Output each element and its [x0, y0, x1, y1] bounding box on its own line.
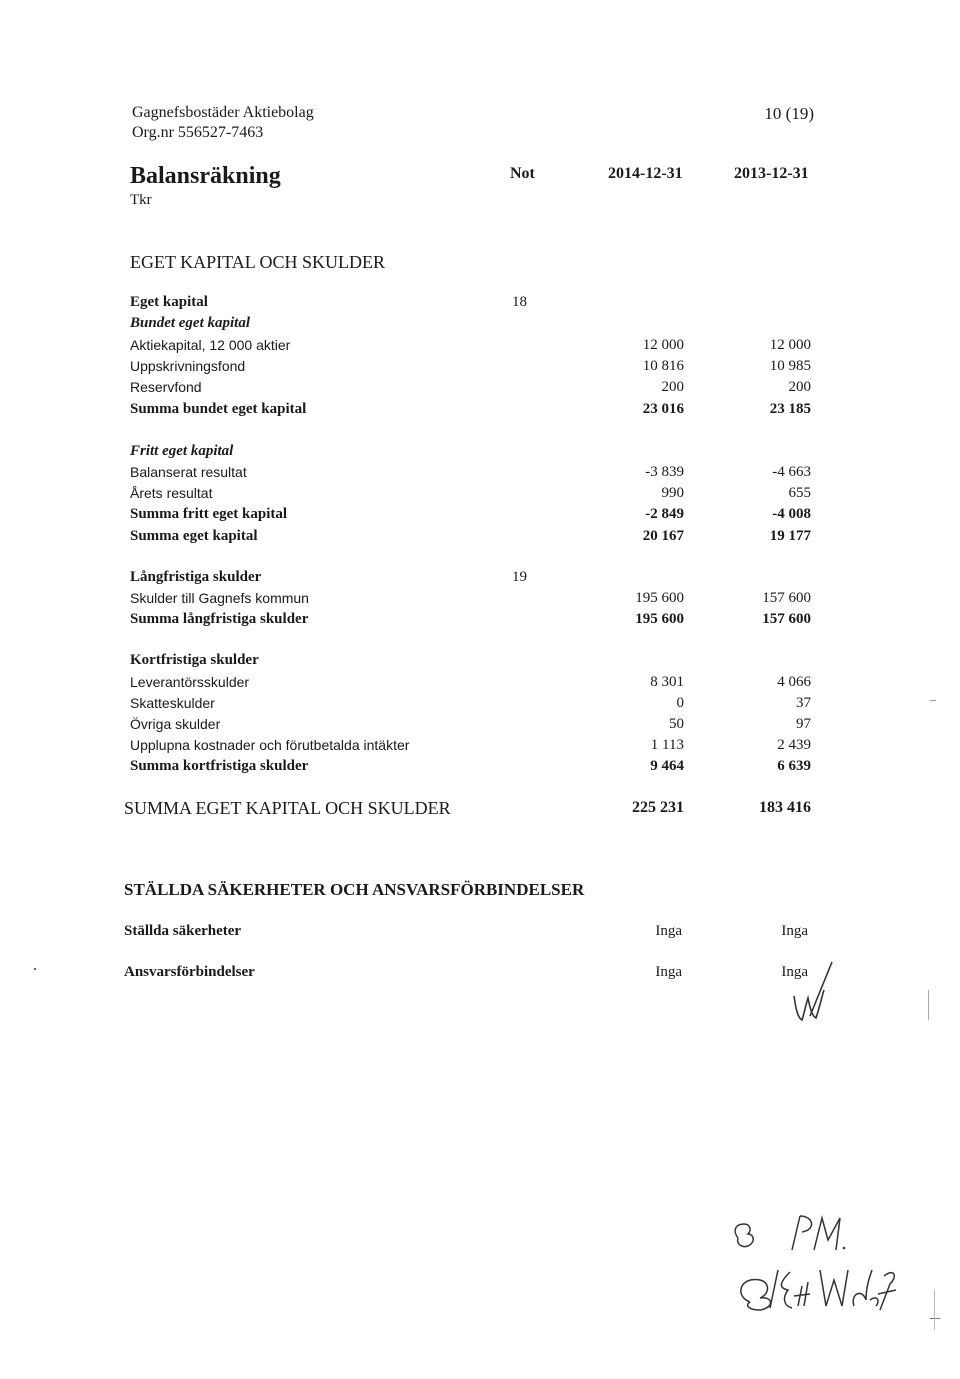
table-row: [0, 401, 960, 422]
scan-mark: [928, 990, 929, 1020]
row-label: Upplupna kostnader och förutbetalda intäkter: [130, 737, 410, 753]
table-row: [0, 464, 960, 485]
page-title: Balansräkning: [130, 163, 281, 189]
total-value-2014: 225 231: [632, 799, 684, 816]
row-value-2014: 8 301: [650, 674, 684, 690]
pledge-label: Ställda säkerheter: [124, 923, 242, 939]
row-label: Skatteskulder: [130, 695, 215, 711]
company-name: Gagnefsbostäder Aktiebolag: [132, 104, 314, 121]
contingency-label: Ansvarsförbindelser: [124, 964, 255, 980]
row-value-2014: 23 016: [642, 401, 684, 417]
row-value-2013: 12 000: [769, 337, 811, 353]
row-value-2014: 195 600: [635, 590, 684, 606]
row-value-2014: 50: [669, 716, 684, 732]
row-value-2013: 19 177: [769, 528, 811, 544]
row-value-2013: 655: [788, 485, 811, 501]
row-value-2013: 97: [796, 716, 811, 732]
row-value-2014: 9 464: [650, 758, 684, 774]
table-row: [0, 443, 960, 464]
row-value-2014: 20 167: [642, 528, 684, 544]
row-value-2014: -3 839: [645, 464, 684, 480]
row-value-2013: 157 600: [762, 611, 811, 627]
row-value-2014: 195 600: [635, 611, 684, 627]
table-row: [0, 485, 960, 506]
handwritten-initials-block: [730, 1210, 910, 1320]
page-number: 10 (19): [764, 104, 814, 123]
row-label: Reservfond: [130, 379, 202, 395]
row-value-2014: 10 816: [642, 358, 684, 374]
table-row: [0, 569, 960, 590]
column-header-not: Not: [510, 165, 535, 182]
row-label: Summa kortfristiga skulder: [130, 758, 309, 774]
table-row: [0, 379, 960, 400]
row-label: Årets resultat: [130, 485, 213, 501]
org-number: Org.nr 556527-7463: [132, 124, 264, 141]
table-row: [0, 652, 960, 673]
table-row: [0, 590, 960, 611]
row-value-2013: 200: [788, 379, 811, 395]
contingency-value-2013: Inga: [781, 964, 808, 980]
total-label: SUMMA EGET KAPITAL OCH SKULDER: [124, 798, 451, 818]
pledge-row: [0, 923, 960, 944]
table-row: [0, 315, 960, 336]
row-label: Leverantörsskulder: [130, 674, 250, 690]
table-row: [0, 695, 960, 716]
scan-mark: [930, 1318, 940, 1319]
row-value-2013: 157 600: [762, 590, 811, 606]
table-row: [0, 737, 960, 758]
section-title: EGET KAPITAL OCH SKULDER: [130, 252, 386, 272]
row-label: Eget kapital: [130, 294, 208, 310]
unit-label: Tkr: [130, 192, 152, 208]
row-label: Skulder till Gagnefs kommun: [130, 590, 309, 606]
table-row: [0, 358, 960, 379]
row-label: Summa långfristiga skulder: [130, 611, 309, 627]
row-label: Summa eget kapital: [130, 528, 258, 544]
pledge-value-2014: Inga: [655, 923, 682, 939]
row-value-2013: -4 008: [772, 506, 811, 522]
row-value-2013: 4 066: [777, 674, 811, 690]
total-value-2013: 183 416: [759, 799, 811, 816]
row-value-2014: 1 113: [650, 737, 684, 753]
row-note: 18: [512, 294, 527, 310]
table-row: [0, 716, 960, 737]
row-label: Aktiekapital, 12 000 aktier: [130, 337, 291, 353]
row-value-2013: 37: [796, 695, 811, 711]
contingency-value-2014: Inga: [655, 964, 682, 980]
table-row: [0, 758, 960, 779]
table-row: [0, 506, 960, 527]
row-value-2013: 10 985: [769, 358, 811, 374]
scan-mark: [34, 968, 36, 970]
handwritten-initials-signature: [780, 958, 850, 1028]
column-header-2013: 2013-12-31: [734, 165, 809, 182]
table-row: [0, 611, 960, 632]
row-value-2013: 23 185: [769, 401, 811, 417]
row-label: Bundet eget kapital: [130, 315, 250, 331]
table-row: [0, 337, 960, 358]
row-label: Summa fritt eget kapital: [130, 506, 288, 522]
scan-mark: [934, 1290, 935, 1330]
table-row: [0, 294, 960, 315]
row-value-2013: -4 663: [772, 464, 811, 480]
row-value-2014: 990: [661, 485, 684, 501]
column-header-2014: 2014-12-31: [608, 165, 683, 182]
row-label: Övriga skulder: [130, 716, 221, 732]
row-label: Uppskrivningsfond: [130, 358, 246, 374]
row-label: Summa bundet eget kapital: [130, 401, 307, 417]
row-value-2014: 200: [661, 379, 684, 395]
pledges-title: STÄLLDA SÄKERHETER OCH ANSVARSFÖRBINDELSER: [124, 880, 585, 899]
scan-mark: [930, 700, 936, 701]
row-label: Kortfristiga skulder: [130, 652, 259, 668]
row-value-2013: 2 439: [777, 737, 811, 753]
table-row: [0, 528, 960, 549]
table-row: [0, 674, 960, 695]
row-value-2014: 12 000: [642, 337, 684, 353]
row-label: Fritt eget kapital: [130, 443, 234, 459]
pledge-value-2013: Inga: [781, 923, 808, 939]
row-value-2014: -2 849: [645, 506, 684, 522]
row-value-2014: 0: [676, 695, 684, 711]
row-label: Långfristiga skulder: [130, 569, 262, 585]
row-label: Balanserat resultat: [130, 464, 247, 480]
row-note: 19: [512, 569, 527, 585]
row-value-2013: 6 639: [777, 758, 811, 774]
